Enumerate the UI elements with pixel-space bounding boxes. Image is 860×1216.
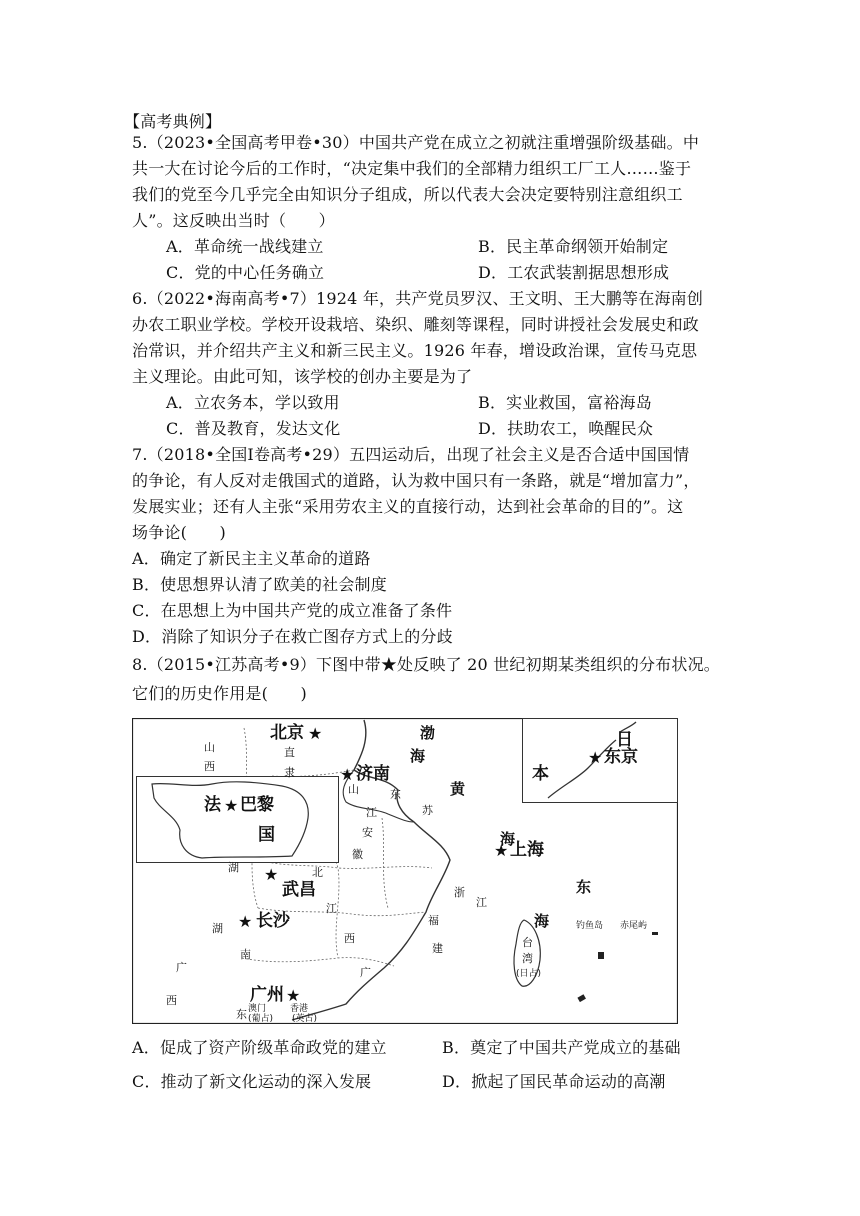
city-guangzhou: 广州 (250, 985, 284, 1005)
prov-fujian-2: 建 (432, 942, 443, 955)
q6-line-2: 办农工职业学校。学校开设栽培、染织、雕刻等课程，同时讲授社会发展史和政 (132, 315, 700, 334)
prov-hubei-2: 北 (312, 866, 323, 879)
prov-jiangsu-2: 苏 (422, 804, 433, 817)
q7-option-d[interactable]: D．消除了知识分子在救亡图存方式上的分歧 (132, 627, 453, 646)
prov-anhui-1: 安 (362, 826, 373, 839)
city-paris: 巴黎 (240, 795, 274, 815)
q7-option-c[interactable]: C．在思想上为中国共产党的成立准备了条件 (132, 601, 453, 620)
q6-option-b[interactable]: B．实业救国，富裕海岛 (478, 393, 652, 412)
city-beijing: 北京 (270, 723, 304, 743)
prov-taiwan-3: (日占) (516, 969, 542, 979)
star-beijing: ★ (308, 724, 323, 743)
sea-donghai-1: 东 (576, 878, 592, 896)
sea-huanghai-1: 黄 (450, 780, 466, 798)
prov-guangxi-1: 广 (176, 961, 187, 974)
star-tokyo: ★ (588, 748, 603, 767)
label-chiwei: 赤尾屿 (620, 921, 648, 931)
q7-option-a[interactable]: A．确定了新民主主义革命的道路 (132, 549, 371, 568)
star-paris: ★ (224, 796, 239, 815)
q6-option-c[interactable]: C．普及教育，发达文化 (166, 419, 341, 438)
section-title: 【高考典例】 (124, 112, 222, 131)
city-tokyo: 东京 (604, 747, 638, 767)
prov-anhui-2: 徽 (352, 848, 363, 861)
prov-guangdong-2: 东 (236, 1008, 247, 1021)
label-yingzhan: (英占) (292, 1014, 318, 1024)
q5-option-c[interactable]: C．党的中心任务确立 (166, 263, 325, 282)
prov-guangdong-1: 广 (360, 966, 371, 979)
prov-zhili-2: 隶 (284, 766, 295, 779)
q7-line-2: 的争论，有人反对走俄国式的道路，认为救中国只有一条路，就是“增加富力”， (132, 471, 700, 490)
q5-line-4: 人”。这反映出当时（ ） (132, 211, 335, 230)
star-changsha: ★ (238, 912, 253, 931)
prov-zhejiang-2: 江 (476, 896, 487, 909)
label-xianggang: 香港 (290, 1004, 309, 1014)
prov-taiwan-2: 湾 (522, 952, 533, 965)
q5-option-a[interactable]: A．革命统一战线建立 (166, 237, 324, 256)
q8-option-c[interactable]: C．推动了新文化运动的深入发展 (132, 1072, 372, 1091)
q6-option-d[interactable]: D．扶助农工，唤醒民众 (478, 419, 654, 438)
q5-line-2: 共一大在讨论今后的工作时，“决定集中我们的全部精力组织工厂工人……鉴于 (132, 159, 692, 178)
sea-donghai-2: 海 (534, 912, 550, 930)
prov-jiangsu-1: 江 (366, 806, 377, 819)
q7-line-1: 7.（2018•全国Ⅰ卷高考•29）五四运动后，出现了社会主义是否合适中国国情 (132, 445, 690, 464)
label-diaoyu: 钓鱼岛 (576, 921, 604, 931)
prov-shanxi-1: 山 (204, 741, 215, 754)
country-fa: 法 (204, 795, 221, 815)
country-ben: 本 (532, 764, 549, 784)
q8-line-2: 它们的历史作用是( ) (132, 684, 307, 703)
country-ri: 日 (616, 730, 633, 750)
prov-shandong-1: 山 (348, 783, 359, 796)
prov-zhejiang-1: 浙 (454, 886, 465, 899)
q8-option-a[interactable]: A．促成了资产阶级革命政党的建立 (132, 1038, 387, 1057)
star-wuchang: ★ (264, 865, 279, 884)
q5-line-3: 我们的党至今几乎完全由知识分子组成，所以代表大会决定要特别注意组织工 (132, 185, 683, 204)
prov-hunan-1: 湖 (212, 922, 223, 935)
prov-hunan-2: 南 (240, 948, 251, 961)
prov-taiwan-1: 台 (522, 936, 533, 949)
prov-shandong-2: 东 (390, 788, 401, 801)
q5-option-b[interactable]: B．民主革命纲领开始制定 (478, 237, 669, 256)
q5-line-1: 5.（2023•全国高考甲卷•30）中国共产党在成立之初就注重增强阶级基础。中 (132, 133, 700, 152)
sea-bohai-1: 渤 (420, 724, 436, 742)
q7-line-3: 发展实业；还有人主张“采用劳农主义的直接行动，达到社会革命的目的”。这 (132, 497, 684, 516)
q5-option-d[interactable]: D．工农武装割据思想形成 (478, 263, 670, 282)
sea-bohai-2: 海 (410, 747, 426, 765)
q8-option-b[interactable]: B．奠定了中国共产党成立的基础 (442, 1038, 681, 1057)
prov-zhili-1: 直 (284, 746, 295, 759)
q6-option-a[interactable]: A．立农务本，学以致用 (166, 393, 340, 412)
q7-option-b[interactable]: B．使思想界认清了欧美的社会制度 (132, 575, 387, 594)
q7-line-4: 场争论( ) (132, 523, 226, 542)
prov-jiangxi-1: 江 (326, 902, 337, 915)
map-figure (132, 718, 678, 1024)
star-guangzhou: ★ (286, 986, 301, 1005)
q6-line-1: 6.（2022•海南高考•7）1924 年，共产党员罗汉、王文明、王大鹏等在海南创 (132, 289, 704, 308)
star-shanghai: ★ (494, 841, 509, 860)
sea-huanghai-2: 海 (500, 830, 516, 848)
prov-jiangxi-2: 西 (344, 932, 355, 945)
city-shanghai: 上海 (510, 840, 544, 860)
prov-fujian-1: 福 (428, 914, 439, 927)
city-changsha: 长沙 (256, 911, 290, 931)
city-jinan: 济南 (356, 764, 390, 784)
prov-guangxi-2: 西 (166, 994, 177, 1007)
prov-hubei-1: 湖 (228, 861, 239, 874)
label-putao: (葡占) (248, 1014, 274, 1024)
label-aomen: 澳门 (248, 1004, 267, 1014)
q6-line-4: 主义理论。由此可知，该学校的创办主要是为了 (132, 367, 473, 386)
island-mark-3 (652, 932, 658, 935)
q8-option-d[interactable]: D．掀起了国民革命运动的高潮 (442, 1072, 666, 1091)
q8-line-1: 8.（2015•江苏高考•9）下图中带★处反映了 20 世纪初期某类组织的分布状况。 (132, 655, 720, 674)
country-guo: 国 (258, 825, 275, 845)
star-jinan: ★ (340, 765, 355, 784)
prov-shanxi-2: 西 (204, 760, 215, 773)
city-wuchang: 武昌 (282, 880, 316, 900)
q6-line-3: 治常识，并介绍共产主义和新三民主义。1926 年春，增设政治课，宣传马克思 (132, 341, 698, 360)
island-mark-1 (598, 952, 604, 959)
